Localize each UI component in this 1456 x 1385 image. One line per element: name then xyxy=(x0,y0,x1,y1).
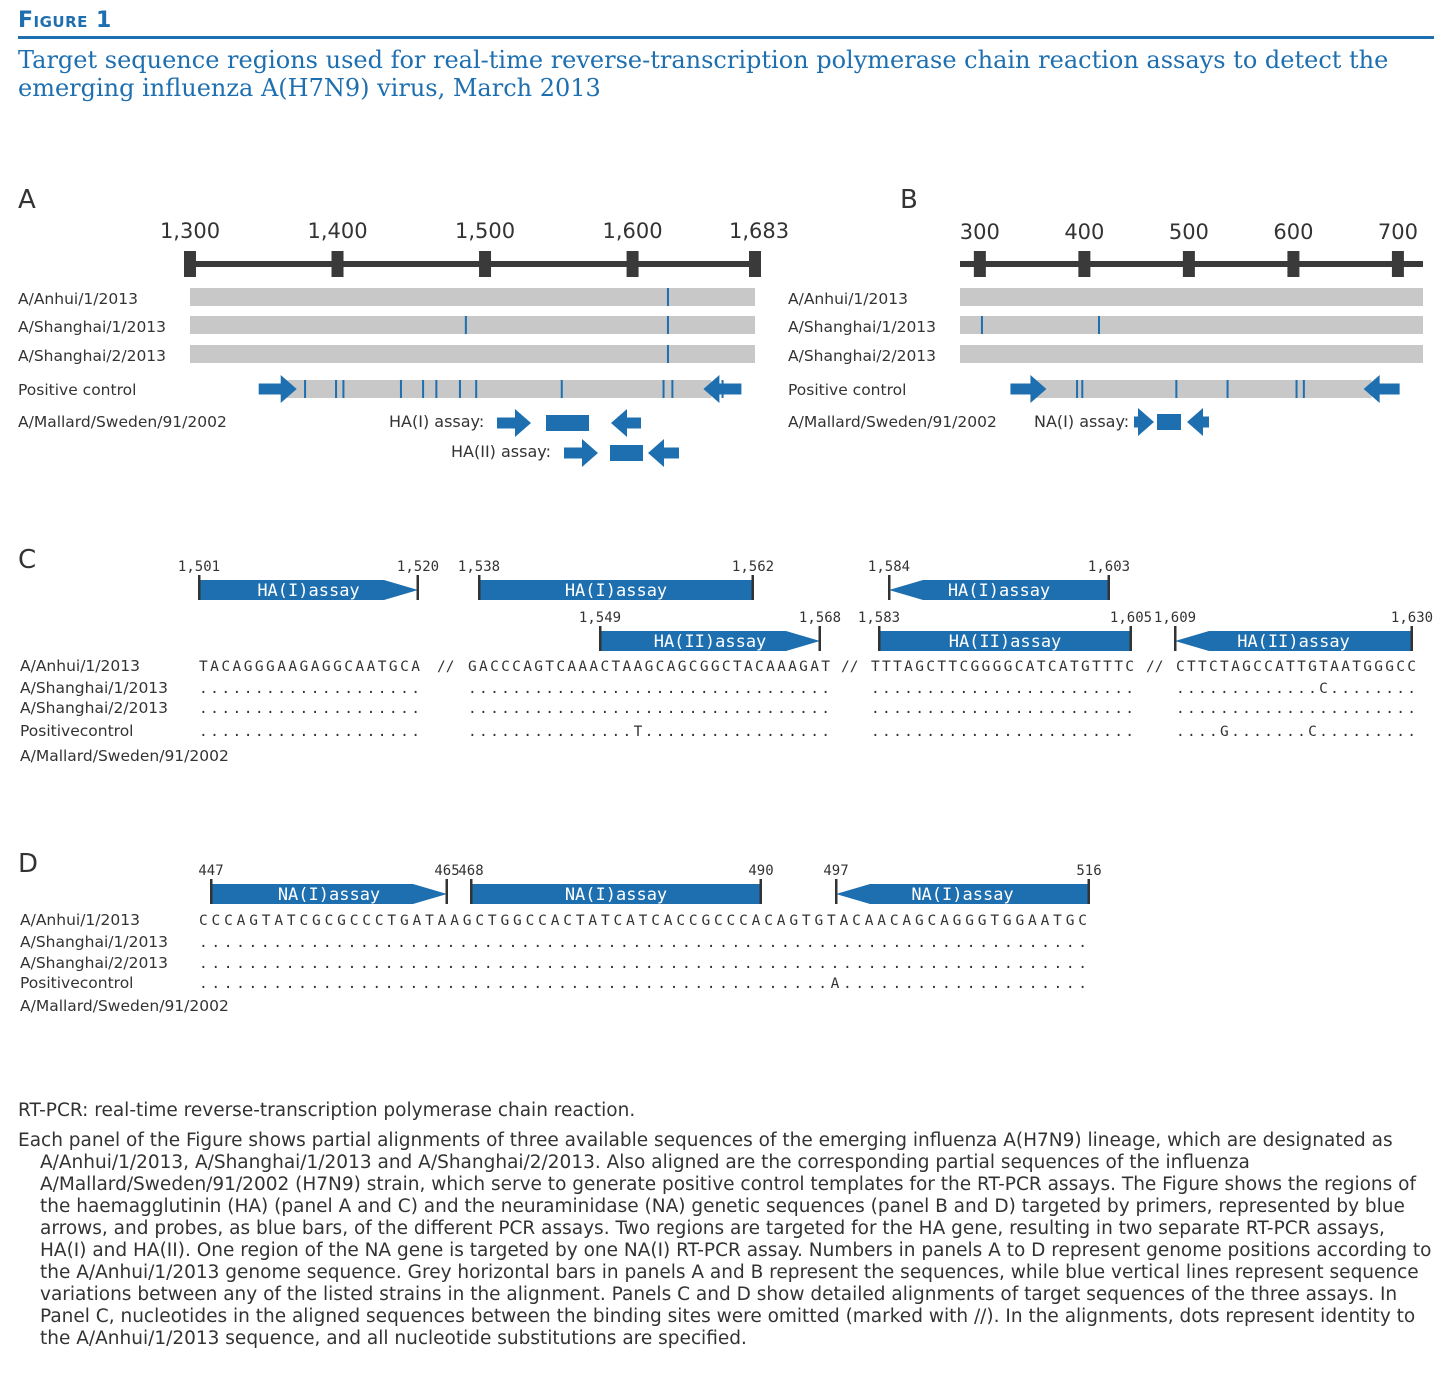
panel-a-variation-line xyxy=(475,380,477,398)
assay-start-position: 1,584 xyxy=(867,559,911,575)
ha2-probe-bar xyxy=(610,445,643,461)
assay-start-tick xyxy=(478,575,481,600)
panel-a-strain-label: A/Shanghai/1/2013 xyxy=(18,318,167,336)
panel-a-variation-line xyxy=(663,380,665,398)
na1-assay-label: NA(I) assay: xyxy=(1034,412,1130,431)
positive-control-reverse-arrow xyxy=(1364,375,1400,403)
panel-c-strain-label: A/Shanghai/1/2013 xyxy=(20,679,169,697)
panel-b-axis xyxy=(960,220,1423,277)
assay-end-position: 1,562 xyxy=(731,559,775,575)
panel-c-assays xyxy=(178,559,1433,652)
panel-a-tick-label: 1,500 xyxy=(454,219,516,243)
panel-a-label: A xyxy=(18,185,36,215)
panel-a-variation-line xyxy=(716,380,718,398)
panel-d-strain-label: A/Shanghai/1/2013 xyxy=(20,933,169,951)
panel-a-sequence-bar xyxy=(190,288,755,306)
omitted-separator: // xyxy=(437,659,455,675)
panel-a-sequence-bar xyxy=(190,316,755,334)
panel-a-sequence-bar xyxy=(190,345,755,363)
panel-b-sequence-bar xyxy=(960,316,1423,334)
ha1-forward-primer-arrow xyxy=(497,409,531,437)
panel-d-sequence: ...................................................A.................... xyxy=(199,976,1087,992)
panel-b-tick xyxy=(1287,251,1299,277)
panel-d-strain-label: A/Anhui/1/2013 xyxy=(20,911,140,929)
panel-d-strain-label: A/Shanghai/2/2013 xyxy=(20,954,169,972)
assay-end-tick xyxy=(1108,575,1111,600)
assay-start-position: 1,583 xyxy=(857,610,901,626)
panel-a-variation-line xyxy=(561,380,563,398)
panel-b-strain-label: A/Mallard/Sweden/91/2002 xyxy=(788,413,997,431)
ha2-reverse-primer-arrow xyxy=(648,439,679,467)
assay-label: HA(II)assay xyxy=(1237,632,1350,652)
panel-b-variation-line xyxy=(1175,380,1177,398)
panel-b-tick-label: 400 xyxy=(1064,220,1105,244)
assay-label: NA(I)assay xyxy=(277,885,381,905)
panel-a-variation-line xyxy=(422,380,424,398)
panel-c-strain-label: A/Anhui/1/2013 xyxy=(20,657,140,675)
panel-a-tick-label: 1,683 xyxy=(729,219,790,243)
panel-a-tick xyxy=(332,251,344,277)
assay-end-tick xyxy=(1088,879,1091,904)
assay-end-position: 490 xyxy=(748,863,774,879)
assay-label: HA(I)assay xyxy=(564,581,668,601)
panel-b-strain-label: Positive control xyxy=(788,381,907,399)
assay-start-tick xyxy=(210,879,213,904)
panel-c-sequence: ........................ xyxy=(871,701,1134,717)
assay-start-position: 497 xyxy=(823,863,849,879)
assay-start-position: 1,538 xyxy=(457,559,501,575)
panel-a-tick-label: 1,400 xyxy=(307,219,368,243)
assay-start-tick xyxy=(599,626,602,651)
assay-start-position: 447 xyxy=(198,863,224,879)
na1-probe-bar xyxy=(1157,414,1181,430)
panel-a-variation-line xyxy=(667,345,669,363)
figure-notes xyxy=(18,1100,1434,1350)
assay-end-tick xyxy=(446,879,449,904)
panel-c-sequence: ....G.......C......... xyxy=(1176,724,1416,740)
assay-label: HA(II)assay xyxy=(948,632,1062,652)
panel-c-strain-label: A/Shanghai/2/2013 xyxy=(20,699,169,717)
panel-a-tick-label: 1,600 xyxy=(602,219,663,243)
panel-c-strain-label: Positivecontrol xyxy=(20,722,134,740)
omitted-separator: // xyxy=(841,659,859,675)
ha1-probe-bar xyxy=(546,415,589,431)
panel-a-tick xyxy=(627,251,639,277)
panel-c-sequence: TTTAGCTTCGGGGCATCATGTTTC xyxy=(871,659,1134,675)
assay-label: HA(I)assay xyxy=(947,581,1051,601)
panel-b-tick-label: 600 xyxy=(1273,220,1314,244)
assay-start-position: 1,549 xyxy=(578,610,622,626)
assay-end-position: 465 xyxy=(434,863,460,879)
panel-a xyxy=(18,185,789,467)
panel-b-sequence-bar xyxy=(960,288,1423,306)
panel-c-sequence: CTTCTAGCCATTGTAATGGGCC xyxy=(1176,659,1416,675)
panel-c-sequence: .............C........ xyxy=(1176,681,1416,697)
na1-forward-primer-arrow xyxy=(1134,408,1154,436)
panel-a-tick xyxy=(749,251,761,277)
panel-d-assays xyxy=(198,863,1101,905)
panel-a-variation-line xyxy=(335,380,337,398)
panel-a-tick xyxy=(184,251,196,277)
panel-b-variation-line xyxy=(1098,316,1100,334)
panel-a-variation-line xyxy=(465,316,467,334)
assay-label: HA(II)assay xyxy=(653,632,767,652)
assay-end-position: 516 xyxy=(1076,863,1102,879)
assay-start-position: 1,609 xyxy=(1153,610,1197,626)
ha2-forward-primer-arrow xyxy=(564,439,598,467)
panel-b-tick-label: 300 xyxy=(959,220,1000,244)
panel-c xyxy=(18,545,1433,765)
assay-end-position: 1,630 xyxy=(1390,610,1434,626)
panel-b xyxy=(788,185,1423,436)
panel-d-strain-label: Positivecontrol xyxy=(20,974,134,992)
positive-control-forward-arrow xyxy=(1010,375,1046,403)
panel-b-variation-line xyxy=(1303,380,1305,398)
panel-c-sequence: ...............T................. xyxy=(468,724,830,740)
positive-control-bar xyxy=(1036,380,1371,398)
panel-a-variation-line xyxy=(459,380,461,398)
panel-d-rows xyxy=(20,911,1087,1015)
panel-b-variation-line xyxy=(1076,380,1078,398)
panel-d-sequence: CCCAGTATCGCGCCCTGATAAGCTGGCCACTATCATCACCGCCCACAGTGTACAACAGCAGGGTGGAATGC xyxy=(199,913,1088,929)
panel-a-strain-label: A/Shanghai/2/2013 xyxy=(18,347,167,365)
assay-start-position: 1,501 xyxy=(177,559,221,575)
figure-label: Figure 1 xyxy=(18,8,112,33)
assay-end-tick xyxy=(1130,626,1133,651)
panel-c-sequence: .................... xyxy=(199,701,420,717)
assay-end-position: 1,568 xyxy=(798,610,842,626)
assay-label: NA(I)assay xyxy=(911,885,1014,905)
panel-c-sequence: ................................. xyxy=(468,701,830,717)
assay-end-tick xyxy=(417,575,420,600)
panel-a-axis-line xyxy=(190,261,755,267)
panel-a-axis xyxy=(160,219,789,277)
panel-a-variation-line xyxy=(342,380,344,398)
abbreviation-note: RT-PCR: real-time reverse-transcription polymerase chain reaction. xyxy=(18,1100,636,1121)
panel-b-variation-line xyxy=(1227,380,1229,398)
assay-end-position: 1,520 xyxy=(396,559,440,575)
panel-b-tick-label: 500 xyxy=(1168,220,1209,244)
panel-c-rows xyxy=(20,657,1416,765)
panel-b-label: B xyxy=(900,185,918,215)
panel-a-tick xyxy=(479,251,491,277)
panel-a-tick-label: 1,300 xyxy=(159,219,221,243)
panel-d-strain-label: A/Mallard/Sweden/91/2002 xyxy=(20,997,229,1015)
assay-label: NA(I)assay xyxy=(564,885,668,905)
panel-d-sequence: ........................................................................ xyxy=(199,935,1087,951)
assay-end-position: 1,605 xyxy=(1109,610,1153,626)
panel-a-variation-line xyxy=(722,380,724,398)
panel-b-tick xyxy=(1078,251,1090,277)
panel-b-tick xyxy=(1392,251,1404,277)
panel-b-strain-label: A/Shanghai/1/2013 xyxy=(788,318,937,336)
panel-a-variation-line xyxy=(400,380,402,398)
figure-caption: Target sequence regions used for real-time reverse-transcription polymerase chain reaction assays to detect the emerging influenza A(H7N9) virus, March 2013 xyxy=(18,46,1389,102)
panel-a-strain-label: A/Mallard/Sweden/91/2002 xyxy=(18,413,227,431)
panel-b-tick xyxy=(1183,251,1195,277)
description-note: Each panel of the Figure shows partial alignments of three available sequences of the emerging influenza A(H7N9) lineage, which are designated as A/Anhui/1/2013, A/Shanghai/1/2013 and A/Shanghai/2/2013. Also aligned are the corresponding partial sequences of the influenza A/Mallard/Sweden/91/2002 (H7N9) strain, which serve to generate positive control templates for the RT-PCR assays. The Figure shows the regions of the haemagglutinin (HA) (panel A and C) and the neuraminidase (NA) genetic sequences (panel B and D) targeted by primers, represented by blue arrows, and probes, as blue bars, of the different PCR assays. Two regions are targeted for the HA gene, resulting in two separate RT-PCR assays, HA(I) and HA(II). One region of the NA gene is targeted by one NA(I) RT-PCR assay. Numbers in panels A to D represent genome positions according to the A/Anhui/1/2013 genome sequence. Grey horizontal bars in panels A and B represent the sequences, while blue vertical lines represent sequence variations between any of the listed strains in the alignment. Panels C and D show detailed alignments of target sequences of the three assays. In Panel C, nucleotides in the aligned sequences between the binding sites were omitted (marked with //). In the alignments, dots represent identity to the A/Anhui/1/2013 sequence, and all nucleotide substitutions are specified. xyxy=(18,1130,1432,1349)
panel-c-sequence: ........................ xyxy=(871,724,1134,740)
assay-start-tick xyxy=(198,575,201,600)
panel-b-variation-line xyxy=(1081,380,1083,398)
assay-label: HA(I)assay xyxy=(257,581,360,601)
panel-a-strain-label: Positive control xyxy=(18,381,137,399)
assay-start-tick xyxy=(470,879,473,904)
panel-a-strain-label: A/Anhui/1/2013 xyxy=(18,290,138,308)
positive-control-forward-arrow xyxy=(259,375,297,403)
panel-c-sequence: ................................. xyxy=(468,681,830,697)
panel-c-sequence: ...................... xyxy=(1176,701,1416,717)
ha1-assay-label: HA(I) assay: xyxy=(389,412,485,431)
panel-b-sequence-bar xyxy=(960,345,1423,363)
panel-c-label: C xyxy=(18,545,37,575)
panel-a-variation-line xyxy=(304,380,306,398)
panel-a-variation-line xyxy=(671,380,673,398)
panel-d-label: D xyxy=(18,849,39,879)
assay-end-position: 1,603 xyxy=(1087,559,1131,575)
panel-b-variation-line xyxy=(1296,380,1298,398)
ha1-reverse-primer-arrow xyxy=(611,409,641,437)
assay-start-tick xyxy=(878,626,881,651)
assay-end-tick xyxy=(760,879,763,904)
assay-end-tick xyxy=(1411,626,1414,651)
panel-c-sequence: .................... xyxy=(199,681,420,697)
assay-start-tick xyxy=(888,575,891,600)
panel-c-sequence: GACCCAGTCAAACTAAGCAGCGGCTACAAAGAT xyxy=(468,659,830,675)
panel-d-sequence: ........................................................................ xyxy=(199,956,1087,972)
assay-end-tick xyxy=(819,626,822,651)
panel-b-rows xyxy=(788,288,1423,431)
panel-a-rows xyxy=(18,288,755,431)
positive-control-bar xyxy=(287,380,712,398)
panel-d xyxy=(18,849,1102,1015)
panel-c-strain-label: A/Mallard/Sweden/91/2002 xyxy=(20,747,229,765)
assay-start-tick xyxy=(1174,626,1177,651)
panel-b-assays xyxy=(1134,408,1209,436)
assay-end-tick xyxy=(752,575,755,600)
panel-b-strain-label: A/Shanghai/2/2013 xyxy=(788,347,937,365)
panel-b-variation-line xyxy=(981,316,983,334)
assay-start-position: 468 xyxy=(458,863,484,879)
panel-a-variation-line xyxy=(667,316,669,334)
panel-c-sequence: .................... xyxy=(199,724,420,740)
omitted-separator: // xyxy=(1146,659,1164,675)
panel-c-sequence: TACAGGGAAGAGGCAATGCA xyxy=(199,659,420,675)
panel-a-variation-line xyxy=(435,380,437,398)
panel-b-tick-label: 700 xyxy=(1377,220,1418,244)
na1-reverse-primer-arrow xyxy=(1187,408,1209,436)
panel-b-tick xyxy=(974,251,986,277)
panel-a-variation-line xyxy=(667,288,669,306)
panel-c-sequence: ........................ xyxy=(871,681,1134,697)
assay-start-tick xyxy=(835,879,838,904)
ha2-assay-label: HA(II) assay: xyxy=(451,442,551,461)
panel-b-strain-label: A/Anhui/1/2013 xyxy=(788,290,908,308)
